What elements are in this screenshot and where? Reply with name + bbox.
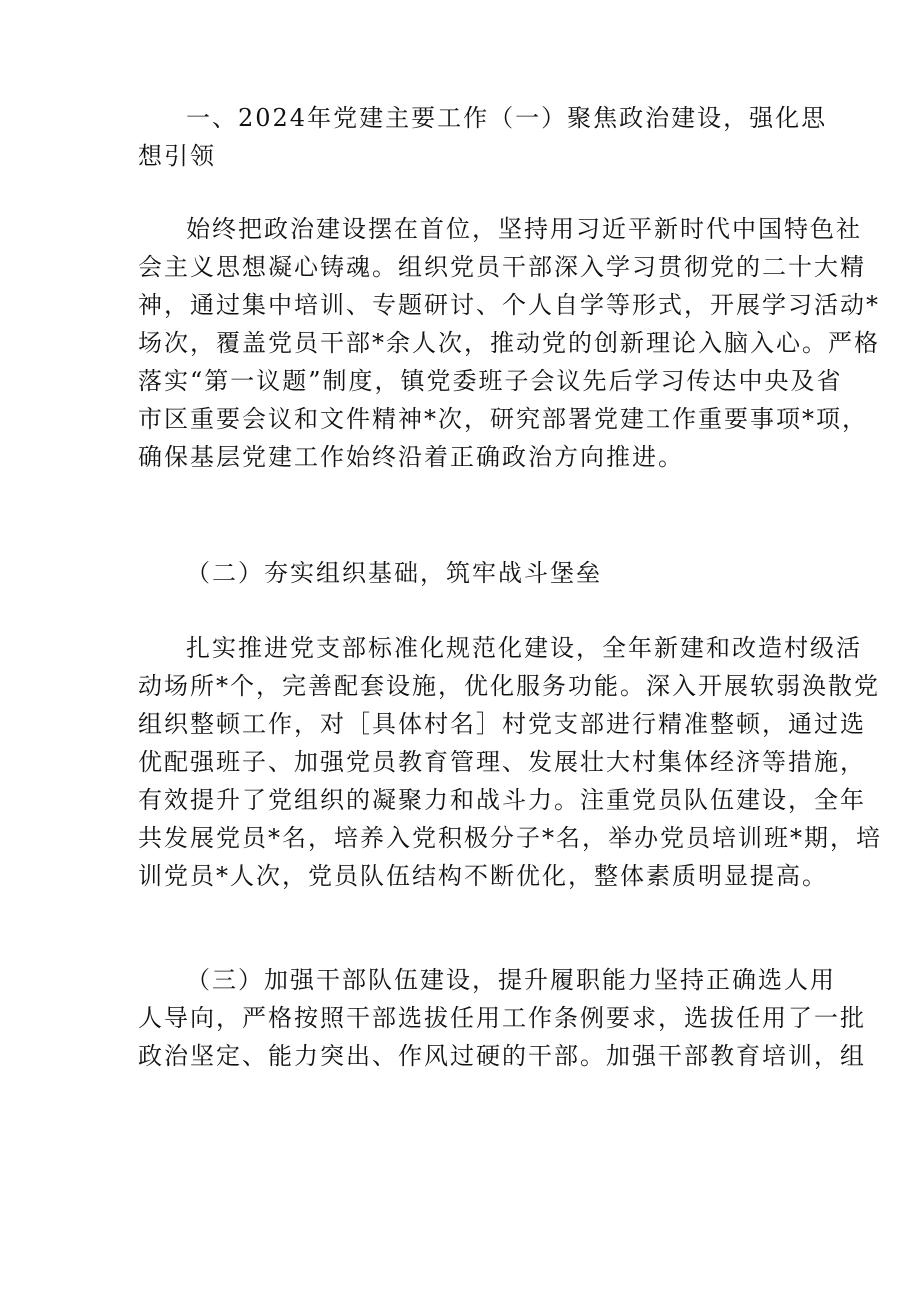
text-line: 训党员*人次，党员队伍结构不断优化，整体素质明显提高。 bbox=[138, 862, 828, 890]
text-line: 市区重要会议和文件精神*次，研究部署党建工作重要事项*项， bbox=[138, 405, 868, 433]
text-line: 优配强班子、加强党员教育管理、发展壮大村集体经济等措施， bbox=[138, 748, 866, 776]
text-line: 想引领 bbox=[138, 142, 216, 170]
text-line: 人导向，严格按照干部选拔任用工作条例要求，选拔任用了一批 bbox=[138, 1004, 866, 1032]
text-line: 有效提升了党组织的凝聚力和战斗力。注重党员队伍建设，全年 bbox=[138, 786, 866, 814]
text-line: （三）加强干部队伍建设，提升履职能力坚持正确选人用 bbox=[186, 966, 836, 994]
text-line: 扎实推进党支部标准化规范化建设，全年新建和改造村级活 bbox=[186, 634, 862, 662]
text-line: 共发展党员*名，培养入党积极分子*名，举办党员培训班*期，培 bbox=[138, 824, 882, 852]
text-line: 始终把政治建设摆在首位，坚持用习近平新时代中国特色社 bbox=[186, 215, 862, 243]
text-line: 神，通过集中培训、专题研讨、个人自学等形式，开展学习活动* bbox=[138, 291, 880, 319]
text-line: 政治坚定、能力突出、作风过硬的干部。加强干部教育培训，组 bbox=[138, 1042, 866, 1070]
text-line: （二）夯实组织基础，筑牢战斗堡垒 bbox=[186, 559, 602, 587]
text-line: 确保基层党建工作始终沿着正确政治方向推进。 bbox=[138, 443, 684, 471]
text-line: 落实“第一议题”制度，镇党委班子会议先后学习传达中央及省 bbox=[138, 367, 843, 395]
text-line: 场次，覆盖党员干部*余人次，推动党的创新理论入脑入心。严格 bbox=[138, 329, 880, 357]
text-line: 组织整顿工作，对［具体村名］村党支部进行精准整顿，通过选 bbox=[138, 710, 866, 738]
text-line: 动场所*个，完善配套设施，优化服务功能。深入开展软弱涣散党 bbox=[138, 672, 880, 700]
text-line: 一、2024年党建主要工作（一）聚焦政治建设，强化思 bbox=[186, 104, 828, 132]
text-line: 会主义思想凝心铸魂。组织党员干部深入学习贯彻党的二十大精 bbox=[138, 253, 866, 281]
